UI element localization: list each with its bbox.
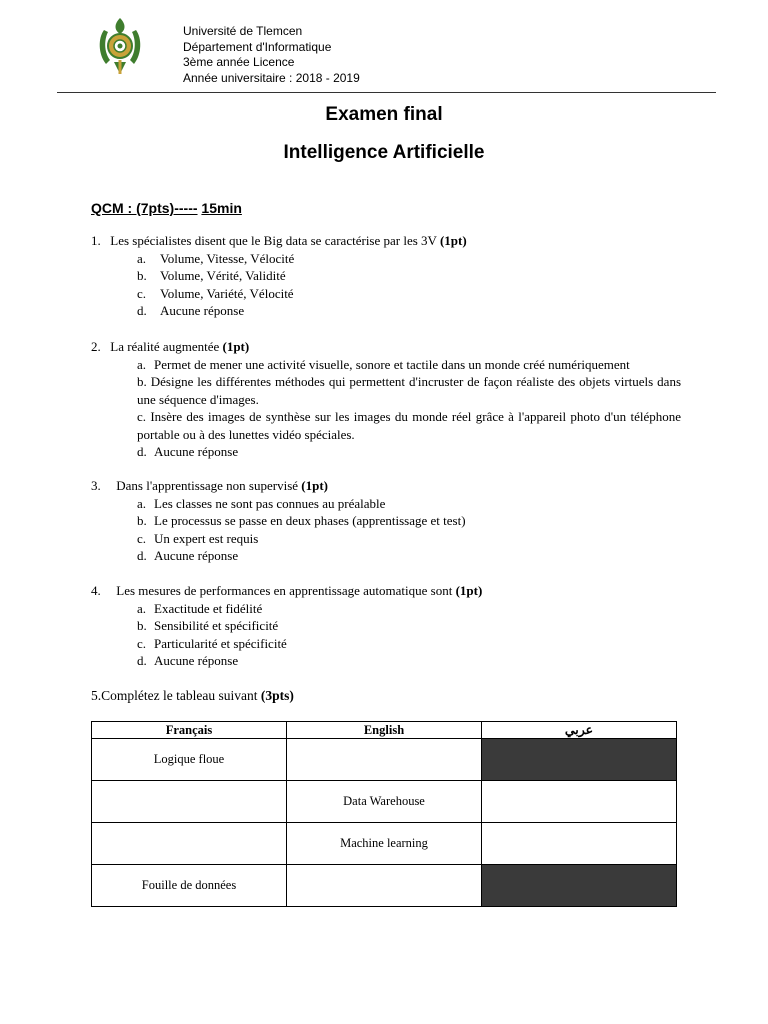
option-text: Insère des images de synthèse sur les images du monde réel grâce à l'appareil photo d'un téléphone portable ou à des lunettes vidéo spéciales. [137, 409, 681, 442]
option-text: Particularité et spécificité [154, 635, 287, 651]
document-header [0, 0, 768, 94]
option-text: Le processus se passe en deux phases (apprentissage et test) [154, 513, 466, 528]
option-letter: b. [137, 374, 147, 389]
option-letter: b. [137, 513, 147, 528]
column-header-english: English [287, 722, 482, 739]
question-points: (3pts) [260, 688, 294, 703]
option-item [91, 250, 681, 268]
option-text: Exactitude et fidélité [154, 600, 263, 616]
question-number: 4. [91, 583, 101, 598]
option-text: Volume, Vérité, Validité [160, 268, 286, 283]
option-text: Aucune réponse [154, 548, 239, 563]
option-text: Volume, Variété, Vélocité [160, 285, 294, 301]
header-divider [57, 92, 716, 93]
question-stem [91, 477, 681, 495]
option-letter: b. [137, 268, 147, 283]
option-letter: c. [137, 285, 147, 301]
option-letter: d. [137, 653, 147, 668]
question-number: 1. [91, 233, 101, 248]
option-letter: d. [137, 303, 147, 318]
question-1 [91, 232, 681, 320]
qcm-heading [91, 200, 242, 216]
option-letter: c. [137, 635, 147, 651]
university-logo-icon [96, 16, 144, 76]
cell-french: Fouille de données [92, 865, 287, 907]
question-stem [91, 338, 681, 356]
option-letter: c. [137, 530, 147, 546]
university-info [183, 24, 360, 86]
table-header-row [92, 722, 677, 739]
option-item [91, 285, 681, 303]
academic-year: Année universitaire : 2018 - 2019 [183, 70, 360, 85]
cell-french: Logique floue [92, 739, 287, 781]
question-points: (1pt) [301, 478, 328, 493]
question-2 [91, 338, 681, 461]
cell-arabic [482, 739, 677, 781]
cell-french[interactable] [92, 781, 287, 823]
option-list [91, 356, 681, 461]
question-number: 3. [91, 478, 101, 493]
option-letter: a. [137, 356, 147, 372]
department-name: Département d'Informatique [183, 39, 332, 54]
question-text: Les spécialistes disent que le Big data se caractérise par les 3V [110, 233, 437, 248]
question-text: 5.Complétez le tableau suivant [91, 688, 258, 703]
table-row [92, 865, 677, 907]
question-3 [91, 477, 681, 565]
option-list [91, 495, 681, 565]
column-header-arabic: عربي [482, 722, 677, 739]
table-row [92, 739, 677, 781]
cell-arabic[interactable] [482, 823, 677, 865]
option-item [91, 635, 681, 653]
option-text: Permet de mener une activité visuelle, sonore et tactile dans un monde créé numériquement [154, 356, 630, 372]
qcm-label: QCM : (7pts)----- [91, 200, 198, 216]
option-text: Sensibilité et spécificité [154, 618, 279, 633]
qcm-time: 15min [201, 200, 242, 216]
vocabulary-table [91, 721, 677, 907]
option-item [91, 512, 681, 530]
option-item [91, 600, 681, 618]
question-5 [91, 688, 294, 704]
option-text: Aucune réponse [160, 303, 245, 318]
university-name: Université de Tlemcen [183, 24, 303, 38]
option-list [91, 600, 681, 670]
option-text: Aucune réponse [154, 653, 239, 668]
question-number: 2. [91, 339, 101, 354]
table-row [92, 781, 677, 823]
cell-english: Data Warehouse [287, 781, 482, 823]
table-row [92, 823, 677, 865]
option-letter: d. [137, 548, 147, 563]
option-text: Les classes ne sont pas connues au préalable [154, 495, 386, 511]
option-item [91, 547, 681, 565]
option-text: Un expert est requis [154, 530, 259, 546]
cell-french[interactable] [92, 823, 287, 865]
question-points: (1pt) [439, 233, 467, 248]
question-stem [91, 582, 681, 600]
option-letter: a. [137, 600, 147, 616]
cell-arabic[interactable] [482, 781, 677, 823]
option-item [91, 373, 681, 408]
option-letter: b. [137, 618, 147, 633]
question-4 [91, 582, 681, 670]
option-text: Volume, Vitesse, Vélocité [160, 250, 295, 266]
option-letter: a. [137, 495, 147, 511]
option-item [91, 530, 681, 548]
exam-title: Examen final [325, 104, 443, 125]
question-stem [91, 232, 681, 250]
option-item [91, 617, 681, 635]
option-text: Désigne les différentes méthodes qui permettent d'incruster de façon réaliste des objets virtuels dans une séquence d'images. [137, 374, 682, 407]
cell-english[interactable] [287, 865, 482, 907]
option-item [91, 443, 681, 461]
course-title: Intelligence Artificielle [283, 142, 485, 163]
option-item [91, 408, 681, 443]
cell-english: Machine learning [287, 823, 482, 865]
class-level: 3ème année Licence [183, 55, 295, 69]
option-item [91, 302, 681, 320]
option-letter: d. [137, 444, 147, 459]
option-letter: a. [137, 250, 147, 266]
option-list [91, 250, 681, 320]
option-item [91, 267, 681, 285]
option-item [91, 356, 681, 374]
option-letter: c. [137, 409, 147, 424]
question-points: (1pt) [455, 583, 483, 598]
option-item [91, 652, 681, 670]
question-text: Dans l'apprentissage non supervisé [116, 478, 299, 493]
option-item [91, 495, 681, 513]
question-points: (1pt) [222, 339, 250, 354]
column-header-french: Français [92, 722, 287, 739]
question-text: Les mesures de performances en apprentissage automatique sont [116, 583, 453, 598]
cell-arabic [482, 865, 677, 907]
cell-english[interactable] [287, 739, 482, 781]
question-text: La réalité augmentée [110, 339, 220, 354]
option-text: Aucune réponse [154, 444, 239, 459]
